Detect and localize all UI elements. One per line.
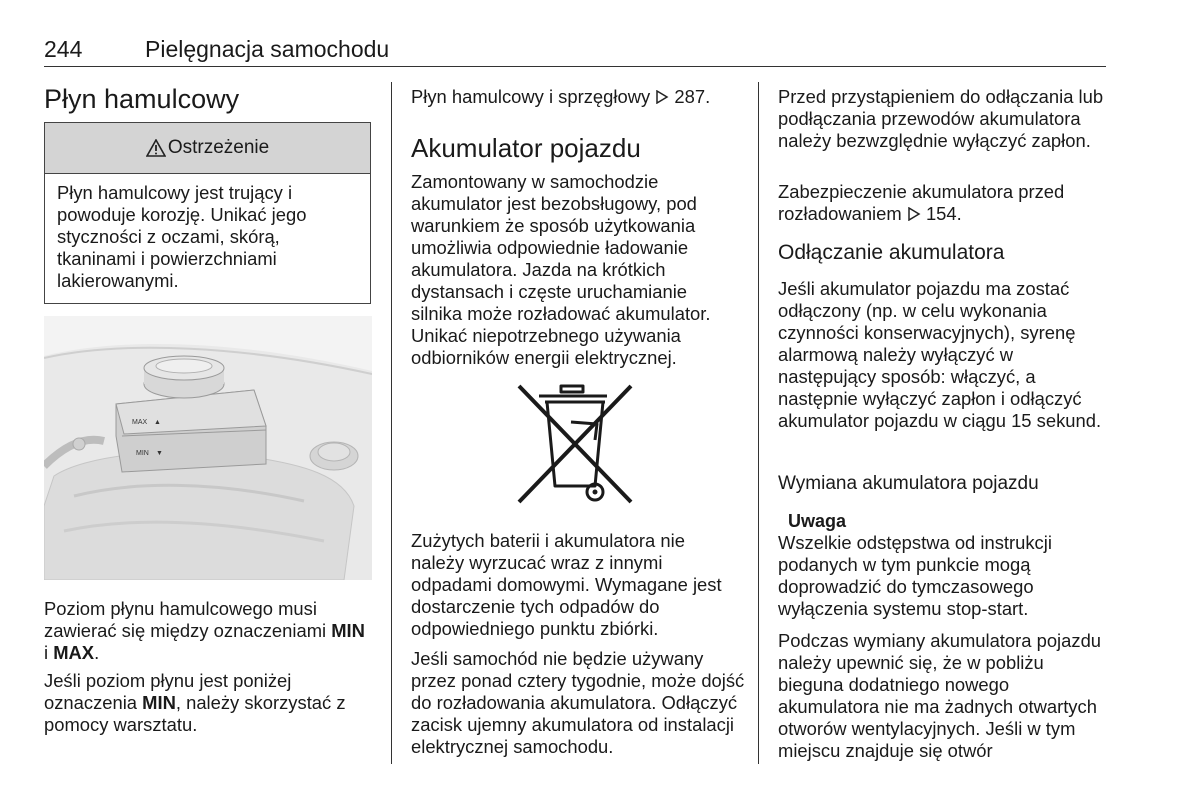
paragraph-ventilation-openings: Podczas wymiany akumulatora pojazdu należy upewnić się, że w pobliżu bieguna dodatniego nowego akumulatora nie ma żadnych otwartych otworów wentylacyjnych. Jeśli w tym miejscu znajduje się otwór — [778, 630, 1102, 761]
section-title: Pielęgnacja samochodu — [145, 36, 390, 62]
warning-title: Ostrzeżenie — [167, 137, 270, 158]
brake-fluid-reservoir-illustration — [44, 316, 372, 580]
page-reference-arrow-icon — [655, 90, 669, 104]
heading-replace-battery: Wymiana akumulatora pojazdu — [778, 473, 1039, 494]
crossed-out-bin-icon — [511, 382, 639, 506]
warning-triangle-icon — [146, 139, 166, 157]
column-divider-1 — [391, 82, 392, 764]
heading-brake-fluid: Płyn hamulcowy — [44, 84, 240, 114]
paragraph-min-max: Poziom płynu hamulcowego musi zawierać się między oznaczeniami MIN i MAX. — [44, 598, 365, 663]
paragraph-discharge-protection: Zabezpieczenie akumulatora przed rozładowaniem 154. — [778, 181, 1065, 224]
page-reference-arrow-icon — [907, 207, 921, 221]
paragraph-below-min: Jeśli poziom płynu jest poniżej oznaczenia MIN, należy skorzystać z pomocy warsztatu. — [44, 670, 346, 735]
warning-header — [45, 123, 370, 174]
min-marking: MIN — [136, 450, 149, 457]
note-title: Uwaga — [788, 511, 847, 531]
max-marking: MAX — [132, 419, 148, 426]
heading-vehicle-battery: Akumulator pojazdu — [411, 133, 641, 163]
header-rule — [44, 66, 1106, 67]
paragraph-ignition-off: Przed przystąpieniem do odłączania lub podłączania przewodów akumulatora należy bezwzględnie wyłączyć zapłon. — [778, 86, 1104, 151]
heading-disconnect-battery: Odłączanie akumulatora — [778, 241, 1005, 264]
paragraph-alarm-siren: Jeśli akumulator pojazdu ma zostać odłączony (np. w celu wykonania czynności konserwacyjnych), syrenę alarmową należy wyłączyć w następujący sposób: włączyć, a następnie wyłączyć zapłon i odłączyć akumulator pojazdu w ciągu 15 sekund. — [778, 278, 1102, 431]
paragraph-maintenance-free: Zamontowany w samochodzie akumulator jest bezobsługowy, pod warunkiem że sposób użytkowania umożliwia odpowiednie ładowanie akumulatora. Jazda na krótkich dystansach i częste uruchamianie silnika może rozładować akumulator. Unikać niepotrzebnego używania odbiorników energii elektrycznej. — [411, 171, 711, 368]
note-text: Wszelkie odstępstwa od instrukcji podanych w tym punkcie mogą doprowadzić do tymczasowego wyłączenia systemu stop-start. — [778, 532, 1052, 619]
paragraph-disposal: Zużytych baterii i akumulatora nie należy wyrzucać wraz z innymi odpadami domowymi. Wymagane jest dostarczenie tych odpadów do odpowiedniego punktu zbiórki. — [411, 530, 722, 639]
svg-text:▼: ▼ — [156, 450, 163, 457]
paragraph-discharge: Jeśli samochód nie będzie używany przez ponad cztery tygodnie, może dojść do rozładowania akumulatora. Odłączyć zacisk ujemny akumulatora od instalacji elektrycznej samochodu. — [411, 648, 745, 757]
warning-box — [44, 122, 371, 304]
svg-text:▲: ▲ — [154, 419, 161, 426]
warning-text: Płyn hamulcowy jest trujący i powoduje korozję. Unikać jego styczności z oczami, skórą, tkaninami i powierzchniami lakierowanymi. — [57, 182, 307, 291]
reference-brake-clutch-fluid: Płyn hamulcowy i sprzęgłowy 287. — [411, 86, 711, 107]
column-divider-2 — [758, 82, 759, 764]
page-number: 244 — [44, 36, 83, 62]
